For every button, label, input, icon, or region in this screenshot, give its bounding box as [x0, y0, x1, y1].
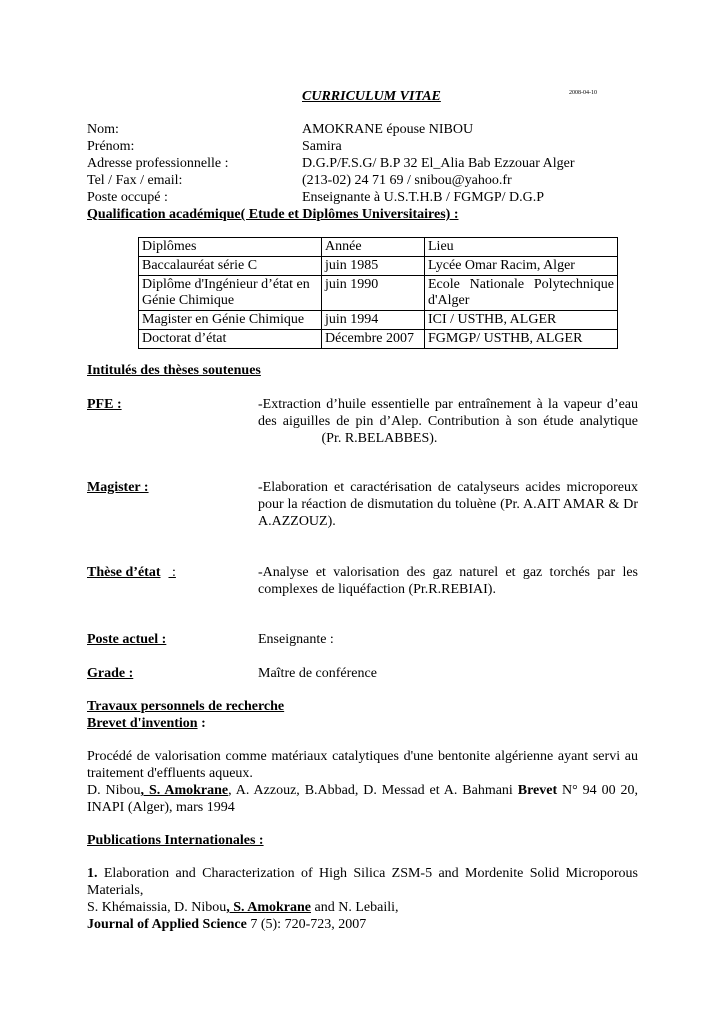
brevet-reference: N° 94 00 20, INAPI (Alger), mars 1994	[87, 783, 638, 815]
author-highlight: , S. Amokrane	[140, 783, 229, 798]
brevet-heading-colon: :	[197, 716, 206, 731]
document-title: CURRICULUM VITAE	[302, 89, 441, 104]
author-text: D. Nibou	[87, 783, 141, 798]
these-colon: :	[168, 565, 176, 580]
table-cell: ICI / USTHB, ALGER	[425, 311, 618, 330]
table-header-row	[139, 238, 618, 257]
table-row	[139, 276, 618, 311]
table-cell: Doctorat d’état	[139, 330, 322, 349]
publication-title-text: Elaboration and Characterization of High Silica ZSM-5 and Mordenite Solid Microporous Materials,	[87, 866, 638, 898]
publication-item	[87, 865, 638, 933]
poste-actuel-value: Enseignante :	[258, 632, 334, 647]
magister-label: Magister :	[87, 480, 149, 495]
adresse-label: Adresse professionnelle :	[87, 156, 229, 171]
header-cell: Année	[322, 238, 425, 257]
theses-heading: Intitulés des thèses soutenues	[87, 363, 261, 378]
nom-label: Nom:	[87, 122, 119, 137]
table-cell: Ecole Nationale Polytechnique d'Alger	[425, 276, 618, 311]
publication-journal	[87, 916, 638, 933]
journal-reference: 7 (5): 720-723, 2007	[246, 917, 367, 932]
author-text: S. Khémaissia, D. Nibou	[87, 900, 227, 915]
brevet-word: Brevet	[517, 783, 558, 798]
publication-title	[87, 865, 638, 899]
publication-authors	[87, 899, 638, 916]
diplomas-table	[138, 237, 618, 349]
brevet-authors	[87, 782, 638, 816]
table-row	[139, 330, 618, 349]
contact-label: Tel / Fax / email:	[87, 173, 183, 188]
pfe-label: PFE :	[87, 397, 122, 412]
table-cell: juin 1990	[322, 276, 425, 311]
qualification-heading: Qualification académique( Etude et Diplômes Universitaires) :	[87, 207, 459, 222]
poste-occupe-value: Enseignante à U.S.T.H.B / FGMGP/ D.G.P	[302, 190, 545, 205]
magister-description: -Elaboration et caractérisation de catalyseurs acides microporeux pour la réaction de dismutation du toluène (Pr. A.AIT AMAR & Dr A.AZZOUZ).	[258, 480, 638, 529]
author-text: , A. Azzouz, B.Abbad, D. Messad et A. Bahmani	[228, 783, 518, 798]
adresse-value: D.G.P/F.S.G/ B.P 32 El_Alia Bab Ezzouar Alger	[302, 156, 575, 171]
these-label-text: Thèse d’état	[87, 565, 161, 580]
document-date: 2008-04-10	[569, 90, 597, 96]
journal-name: Journal of Applied Science	[87, 917, 247, 932]
header-cell: Lieu	[425, 238, 618, 257]
publication-number: 1.	[87, 866, 98, 881]
table-cell: Diplôme d'Ingénieur d’état en Génie Chimique	[139, 276, 322, 311]
table-cell: juin 1985	[322, 257, 425, 276]
prenom-value: Samira	[302, 139, 342, 154]
travaux-heading: Travaux personnels de recherche	[87, 699, 285, 714]
header-cell: Diplômes	[139, 238, 322, 257]
pfe-description	[258, 396, 638, 447]
table-cell: Lycée Omar Racim, Alger	[425, 257, 618, 276]
prenom-label: Prénom:	[87, 139, 135, 154]
brevet-text: Procédé de valorisation comme matériaux catalytiques d'une bentonite algérienne ayant servi au traitement d'effluents aqueux.	[87, 749, 638, 781]
grade-value: Maître de conférence	[258, 666, 377, 681]
pfe-advisor: (Pr. R.BELABBES).	[321, 431, 438, 446]
brevet-description	[87, 748, 638, 816]
table-cell: Magister en Génie Chimique	[139, 311, 322, 330]
poste-occupe-label: Poste occupé :	[87, 190, 168, 205]
table-cell: Baccalauréat série C	[139, 257, 322, 276]
table-row	[139, 257, 618, 276]
table-row	[139, 311, 618, 330]
author-highlight: , S. Amokrane	[226, 900, 312, 915]
poste-actuel-label: Poste actuel :	[87, 632, 167, 647]
grade-label: Grade :	[87, 666, 134, 681]
table-cell: FGMGP/ USTHB, ALGER	[425, 330, 618, 349]
publications-heading: Publications Internationales :	[87, 833, 264, 848]
brevet-heading	[87, 715, 206, 732]
brevet-heading-text: Brevet d'invention	[87, 716, 198, 731]
table-cell: juin 1994	[322, 311, 425, 330]
table-cell: Décembre 2007	[322, 330, 425, 349]
these-description: -Analyse et valorisation des gaz naturel et gaz torchés par les complexes de liquéfaction (Pr.R.REBIAI).	[258, 565, 638, 597]
pfe-text: -Extraction d’huile essentielle par entraînement à la vapeur d’eau des aiguilles de pin d’Alep. Contribution à son étude analytique	[258, 397, 638, 429]
author-text: and N. Lebaili,	[311, 900, 399, 915]
contact-value: (213-02) 24 71 69 / snibou@yahoo.fr	[302, 173, 512, 188]
nom-value: AMOKRANE épouse NIBOU	[302, 122, 474, 137]
these-label	[87, 564, 176, 581]
